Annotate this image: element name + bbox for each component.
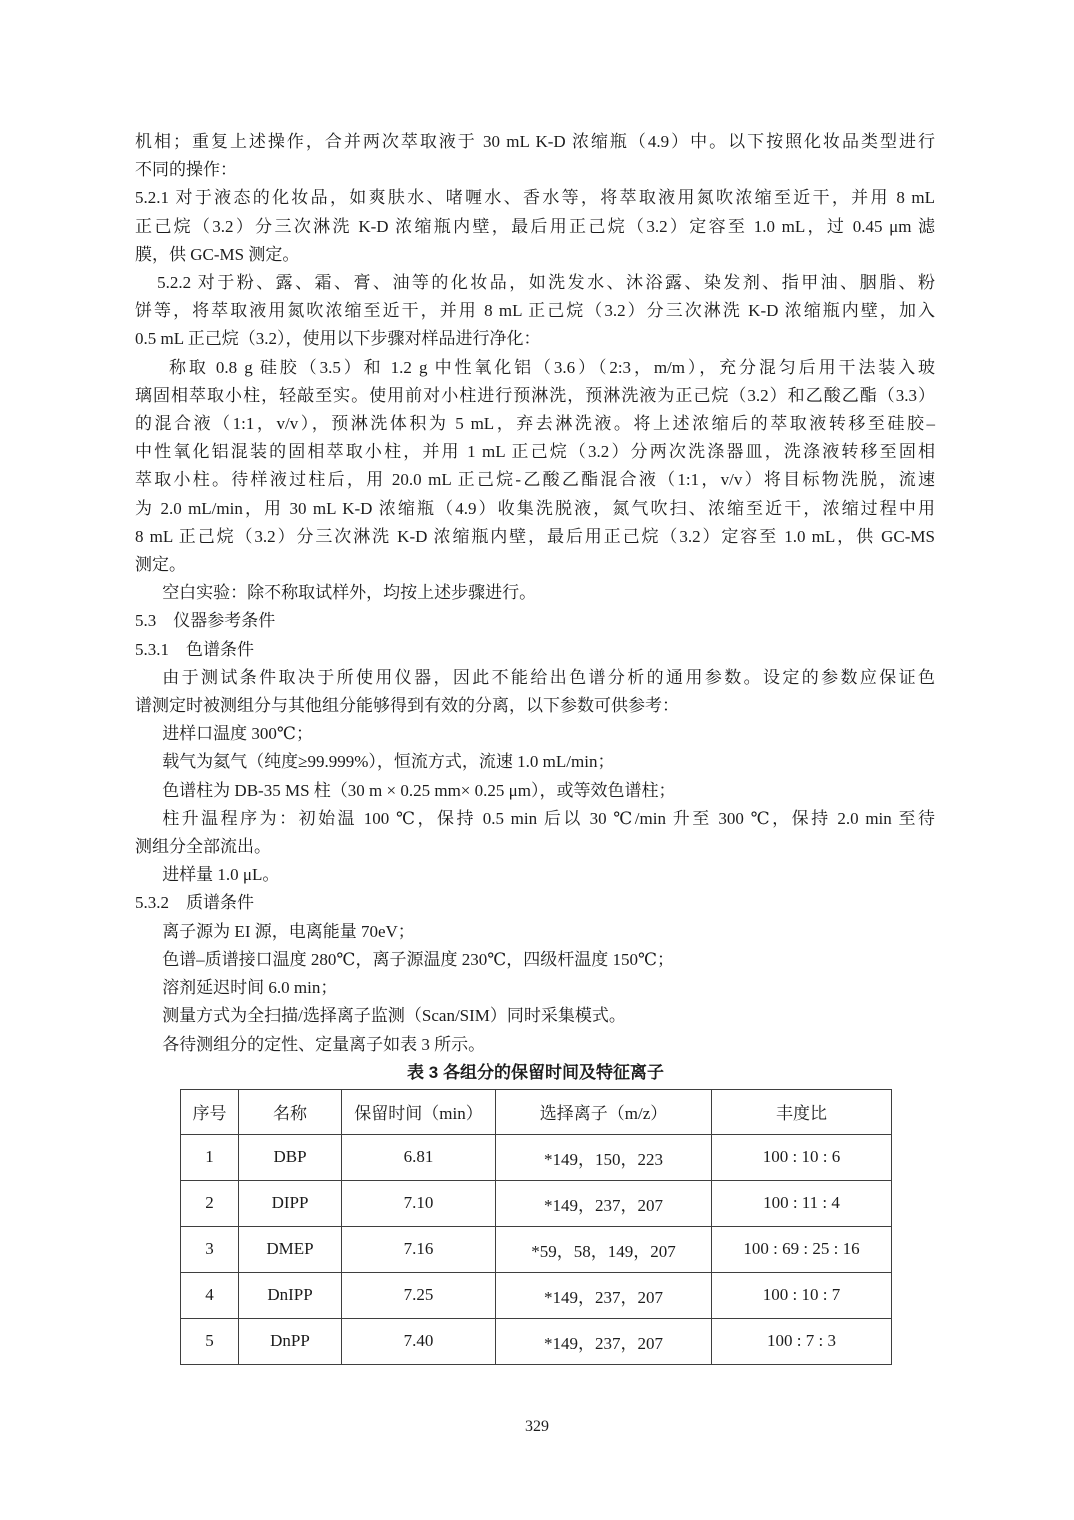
table-row xyxy=(181,1318,892,1364)
text-line: 色谱柱为 DB-35 MS 柱（30 m × 0.25 mm× 0.25 μm），或等效色谱柱； xyxy=(162,780,676,800)
paragraph-gc-intro xyxy=(135,664,935,720)
cell: *149，237，207 xyxy=(496,1180,712,1226)
text-line: 谱测定时被测组分与其他组分能够得到有效的分离，以下参数可供参考： xyxy=(135,696,679,716)
text-line: 5.2.2 对于粉、露、霜、膏、油等的化妆品，如洗发水、沐浴露、染发剂、指甲油、胭脂、粉 xyxy=(157,273,935,293)
cell: DIPP xyxy=(239,1180,342,1226)
paragraph xyxy=(135,128,935,184)
paragraph-column xyxy=(135,777,935,805)
text-line: 的混合液（1:1，v/v），预淋洗体积为 5 mL，弃去淋洗液。将上述浓缩后的萃取液转移至硅胶– xyxy=(135,414,935,434)
text-line: 测量方式为全扫描/选择离子监测（Scan/SIM）同时采集模式。 xyxy=(162,1006,626,1026)
page-number: 329 xyxy=(525,1418,549,1435)
text-line: 不同的操作： xyxy=(135,160,237,180)
text-line: 由于测试条件取决于所使用仪器，因此不能给出色谱分析的通用参数。设定的参数应保证色 xyxy=(162,667,935,687)
table-row xyxy=(181,1180,892,1226)
cell: 2 xyxy=(181,1180,239,1226)
paragraph-5-2-1 xyxy=(135,184,935,269)
cell: DMEP xyxy=(239,1226,342,1272)
cell: 1 xyxy=(181,1134,239,1180)
paragraph-inlet-temp xyxy=(135,720,935,748)
text-line: 各待测组分的定性、定量离子如表 3 所示。 xyxy=(162,1034,486,1054)
cell: DnPP xyxy=(239,1318,342,1364)
paragraph-scan-mode xyxy=(135,1002,935,1030)
retention-time-table xyxy=(180,1089,892,1365)
header-cell-selected-ions: 选择离子（m/z） xyxy=(496,1089,712,1134)
paragraph-cleanup-procedure xyxy=(135,354,935,580)
text-line: 测组分全部流出。 xyxy=(135,837,271,857)
paragraph-blank-test xyxy=(135,579,935,607)
text-line: 离子源为 EI 源，电离能量 70eV； xyxy=(162,921,415,941)
cell: 7.25 xyxy=(342,1272,496,1318)
text-line: 5.3.1 色谱条件 xyxy=(135,639,254,659)
header-cell-index: 序号 xyxy=(181,1089,239,1134)
heading-5-3 xyxy=(135,607,935,635)
table-row xyxy=(181,1134,892,1180)
cell: 6.81 xyxy=(342,1134,496,1180)
table-row xyxy=(181,1226,892,1272)
paragraph-ion-source xyxy=(135,918,935,946)
cell: 7.10 xyxy=(342,1180,496,1226)
cell: *149，150，223 xyxy=(496,1134,712,1180)
cell: 3 xyxy=(181,1226,239,1272)
text-line: 5.3 仪器参考条件 xyxy=(135,611,276,631)
heading-5-3-2 xyxy=(135,889,935,917)
text-line: 称取 0.8 g 硅胶（3.5）和 1.2 g 中性氧化铝（3.6）（2:3，m/m），充分混匀后用干法装入玻 xyxy=(169,357,935,377)
text-line: 5.2.1 对于液态的化妆品，如爽肤水、啫喱水、香水等，将萃取液用氮吹浓缩至近干，并用 8 mL xyxy=(135,188,935,208)
text-line: 溶剂延迟时间 6.0 min； xyxy=(162,978,338,998)
cell: *59，58，149，207 xyxy=(496,1226,712,1272)
cell: 7.16 xyxy=(342,1226,496,1272)
header-cell-abundance-ratio: 丰度比 xyxy=(712,1089,892,1134)
text-line: 进样量 1.0 μL。 xyxy=(162,865,280,885)
text-line: 正己烷（3.2）分三次淋洗 K-D 浓缩瓶内壁，最后用正己烷（3.2）定容至 1.0 mL，过 0.45 μm 滤 xyxy=(135,216,935,236)
text-line: 柱升温程序为：初始温 100 ℃，保持 0.5 min 后以 30 ℃/min 升至 300 ℃，保持 2.0 min 至待 xyxy=(162,808,935,828)
table-row xyxy=(181,1272,892,1318)
table-header-row xyxy=(181,1089,892,1134)
paragraph-solvent-delay xyxy=(135,974,935,1002)
text-line: 膜，供 GC-MS 测定。 xyxy=(135,244,300,264)
cell: 100 : 7 : 3 xyxy=(712,1318,892,1364)
paragraph-injection-volume xyxy=(135,861,935,889)
table-3-title: 表 3 各组分的保留时间及特征离子 xyxy=(407,1062,664,1082)
text-line: 空白实验：除不称取试样外，均按上述步骤进行。 xyxy=(162,583,537,603)
paragraph-table-reference xyxy=(135,1031,935,1059)
text-line: 0.5 mL 正己烷（3.2），使用以下步骤对样品进行净化： xyxy=(135,329,541,349)
cell: 4 xyxy=(181,1272,239,1318)
text-line: 载气为氦气（纯度≥99.999%），恒流方式，流速 1.0 mL/min； xyxy=(162,752,615,772)
paragraph-oven-program xyxy=(135,805,935,861)
text-line: 萃取小柱。待样液过柱后，用 20.0 mL 正己烷-乙酸乙酯混合液（1:1，v/v）将目标物洗脱，流速 xyxy=(135,470,935,490)
text-line: 为 2.0 mL/min，用 30 mL K-D 浓缩瓶（4.9）收集洗脱液，氮气吹扫、浓缩至近干，浓缩过程中用 xyxy=(135,498,935,518)
header-cell-retention-time: 保留时间（min） xyxy=(342,1089,496,1134)
text-line: 进样口温度 300℃； xyxy=(162,724,313,744)
header-cell-name: 名称 xyxy=(239,1089,342,1134)
text-line: 8 mL 正己烷（3.2）分三次淋洗 K-D 浓缩瓶内壁，最后用正己烷（3.2）定容至 1.0 mL，供 GC-MS xyxy=(135,526,935,546)
text-line: 色谱–质谱接口温度 280℃，离子源温度 230℃，四级杆温度 150℃； xyxy=(162,949,674,969)
cell: 7.40 xyxy=(342,1318,496,1364)
text-line: 璃固相萃取小柱，轻敲至实。使用前对小柱进行预淋洗，预淋洗液为正己烷（3.2）和乙酸乙酯（3.3） xyxy=(135,385,935,405)
cell: *149，237，207 xyxy=(496,1272,712,1318)
cell: 100 : 69 : 25 : 16 xyxy=(712,1226,892,1272)
cell: DBP xyxy=(239,1134,342,1180)
cell: 100 : 10 : 6 xyxy=(712,1134,892,1180)
text-line: 饼等，将萃取液用氮吹浓缩至近干，并用 8 mL 正己烷（3.2）分三次淋洗 K-D 浓缩瓶内壁，加入 xyxy=(135,301,935,321)
paragraph-carrier-gas xyxy=(135,748,935,776)
text-line: 机相；重复上述操作，合并两次萃取液于 30 mL K-D 浓缩瓶（4.9）中。以下按照化妆品类型进行 xyxy=(135,132,935,151)
paragraph-interface-temp xyxy=(135,946,935,974)
cell: 100 : 10 : 7 xyxy=(712,1272,892,1318)
document-body xyxy=(135,128,935,1365)
paragraph-5-2-2 xyxy=(135,269,935,354)
cell: *149，237，207 xyxy=(496,1318,712,1364)
text-line: 测定。 xyxy=(135,555,186,575)
text-line: 中性氧化铝混装的固相萃取小柱，并用 1 mL 正己烷（3.2）分两次洗涤器皿，洗涤液转移至固相 xyxy=(135,442,935,462)
heading-5-3-1 xyxy=(135,636,935,664)
cell: DnIPP xyxy=(239,1272,342,1318)
cell: 100 : 11 : 4 xyxy=(712,1180,892,1226)
text-line: 5.3.2 质谱条件 xyxy=(135,893,254,913)
cell: 5 xyxy=(181,1318,239,1364)
